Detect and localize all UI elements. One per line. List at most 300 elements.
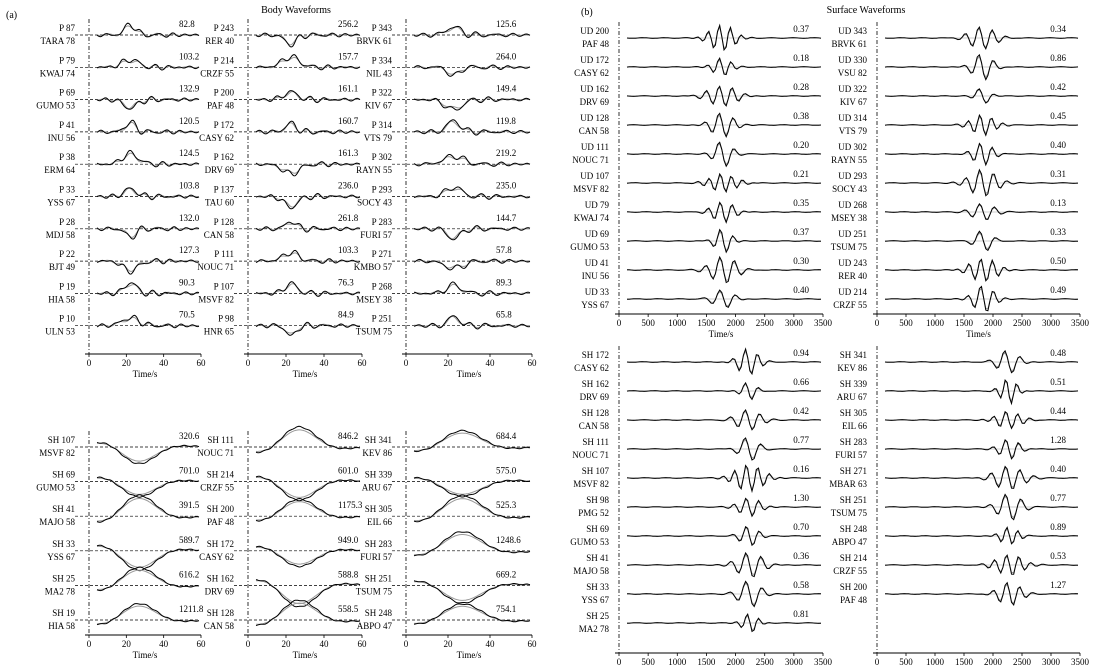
x-tick-label: 1000 [926,657,944,667]
trace-station-distance [831,242,868,252]
trace-station: PAF [207,517,223,528]
trace-station-distance [582,39,609,49]
trace-component-azimuth [582,379,609,389]
observed-trace [414,282,530,296]
trace-amplitude: 157.7 [338,51,359,62]
trace-azimuth: 293 [853,171,867,181]
observed-trace [885,351,1078,373]
trace-distance: 48 [225,100,234,111]
trace-component: SH [586,495,598,505]
trace-station-distance [580,392,610,402]
trace-component-azimuth [581,142,609,152]
trace-component: P [213,23,219,33]
trace-azimuth: 268 [853,200,867,210]
trace-amplitude: 144.7 [496,212,517,223]
trace-azimuth: 33 [600,582,609,592]
trace-component: P [371,184,377,195]
x-tick-label: 3500 [814,657,832,667]
trace-amplitude: 0.40 [1050,464,1066,474]
trace-station: MSVF [573,184,598,194]
trace-component-azimuth [214,88,235,98]
trace-component-azimuth [838,84,867,94]
trace-station: INU [47,132,64,143]
trace-component: P [213,216,219,227]
trace-component: SH [364,573,377,584]
trace-station-distance [362,448,392,458]
trace-azimuth: 251 [853,495,867,505]
trace-station: MAJO [39,517,64,528]
trace-amplitude: 0.28 [793,82,809,92]
trace-amplitude: 0.35 [793,198,809,208]
trace-station: GUMO [36,100,64,111]
trace-azimuth: 243 [853,258,867,268]
x-tick-label: 1500 [955,657,973,667]
trace-component: P [371,281,377,292]
trace-station-distance [205,36,234,46]
trace-amplitude: 0.86 [1050,53,1066,63]
trace-amplitude: 1.27 [1050,580,1066,590]
trace-station-distance [582,271,610,281]
trace-station: CRZF [833,566,856,576]
trace-amplitude: 846.2 [338,431,359,441]
trace-azimuth: 172 [595,55,609,65]
trace-distance: 63 [858,479,867,489]
trace-distance: 69 [600,97,609,107]
x-tick-label: 0 [874,318,880,328]
trace-distance: 57 [858,450,867,460]
trace-station-distance [574,213,610,223]
trace-component: UD [584,258,598,268]
trace-component: SH [582,437,594,447]
x-tick-label: 3500 [1071,657,1089,667]
trace-amplitude: 82.8 [179,19,195,29]
trace-amplitude: 264.0 [496,51,517,62]
trace-station: HIA [48,621,64,631]
trace-component-azimuth [585,200,610,210]
trace-amplitude: 132.0 [179,212,200,223]
trace-azimuth: 341 [378,435,392,445]
trace-component: SH [586,611,598,621]
observed-trace [97,443,199,464]
trace-station-distance [356,36,392,46]
trace-amplitude: 84.9 [338,309,354,320]
trace-azimuth: 111 [596,437,609,447]
trace-station: RAYN [831,155,856,165]
trace-station-distance [36,483,75,493]
trace-component-azimuth [580,84,609,94]
trace-component-azimuth [207,608,235,618]
trace-azimuth: 162 [595,379,609,389]
trace-distance: 57 [383,551,392,562]
trace-station-distance [200,483,234,493]
x-tick-label: 60 [527,358,537,368]
trace-component: P [59,281,64,292]
x-tick-label: 0 [86,358,92,368]
trace-station: PAF [582,39,598,49]
trace-station: DRV [579,392,598,402]
trace-station: CASY [199,132,223,143]
x-tick-label: 60 [196,639,206,649]
trace-distance: 38 [383,294,392,305]
trace-station: MSEY [831,213,856,223]
trace-station-distance [47,198,75,208]
trace-amplitude: 669.2 [496,569,517,580]
trace-station-distance [45,586,76,596]
trace-station: EIL [842,421,856,431]
trace-amplitude: 57.8 [496,245,512,256]
trace-component-azimuth [580,171,609,181]
trace-component-azimuth [585,229,610,239]
trace-component-azimuth [372,88,392,98]
trace-station-distance [832,537,868,547]
trace-azimuth: 25 [600,611,609,621]
trace-azimuth: 19 [66,281,75,292]
trace-distance: 58 [66,229,75,240]
trace-amplitude: 0.37 [793,227,809,237]
trace-distance: 69 [225,586,234,597]
trace-station-distance [831,155,867,165]
trace-azimuth: 111 [596,142,609,152]
trace-azimuth: 33 [66,538,75,549]
trace-distance: 67 [858,97,867,107]
trace-component-azimuth [59,120,75,130]
trace-azimuth: 128 [220,608,234,618]
trace-distance: 65 [225,326,234,337]
trace-distance: 75 [858,242,867,252]
trace-azimuth: 293 [378,184,392,195]
trace-distance: 67 [600,595,609,605]
trace-station: PMG [578,508,598,518]
trace-amplitude: 90.3 [179,277,195,288]
trace-station: NOUC [572,450,598,460]
x-tick-label: 0 [245,358,251,368]
trace-distance: 86 [858,363,867,373]
trace-amplitude: 1248.6 [496,534,521,545]
trace-azimuth: 98 [225,313,234,324]
trace-component: P [371,23,377,33]
trace-azimuth: 172 [220,119,234,130]
trace-station: VTS [838,126,856,136]
trace-station: DRV [579,97,598,107]
trace-component-azimuth [365,504,393,514]
trace-azimuth: 111 [221,249,234,260]
trace-azimuth: 251 [378,573,392,584]
x-axis-label: Time/s [132,369,158,379]
x-tick-label: 1000 [668,318,687,328]
trace-amplitude: 0.53 [1050,551,1066,561]
trace-station-distance [840,595,867,605]
trace-station-distance [39,448,75,458]
observed-trace [885,467,1078,489]
trace-station-distance [570,537,609,547]
trace-distance: 58 [600,126,609,136]
trace-station-distance [48,294,75,304]
trace-distance: 69 [600,392,609,402]
trace-component-azimuth [372,23,393,33]
trace-component-azimuth [48,435,76,445]
trace-component-azimuth [838,142,867,152]
trace-component: UD [580,171,594,181]
trace-component-azimuth [214,120,234,130]
trace-station-distance [205,165,235,175]
trace-amplitude: 525.3 [496,500,517,511]
trace-amplitude: 0.45 [1050,111,1066,121]
trace-component: UD [580,84,594,94]
trace-component-azimuth [59,314,75,324]
trace-station: MBAR [829,479,856,489]
trace-station: ULN [45,326,64,337]
trace-amplitude: 125.6 [496,19,517,29]
trace-component-azimuth [207,470,235,480]
trace-distance: 66 [383,517,392,528]
trace-distance: 67 [858,392,867,402]
trace-component-azimuth [365,435,392,445]
trace-distance: 58 [66,294,75,305]
x-tick-label: 2000 [984,318,1002,328]
trace-distance: 40 [225,36,234,46]
observed-trace [885,380,1078,403]
trace-azimuth: 41 [600,258,609,268]
trace-station-distance [570,242,609,252]
x-tick-label: 1000 [668,657,687,667]
trace-station: CRZF [200,68,223,79]
trace-component: SH [52,573,64,584]
trace-component: P [371,216,377,227]
trace-station: MA2 [578,624,598,634]
trace-azimuth: 162 [595,84,609,94]
trace-distance: 78 [66,586,75,597]
trace-station-distance [364,133,393,143]
trace-component: UD [838,26,852,36]
trace-station: ABPO [356,621,381,631]
trace-component: UD [838,55,852,65]
trace-azimuth: 243 [220,23,234,33]
trace-component-azimuth [372,314,392,324]
trace-station: GUMO [570,242,598,252]
trace-component-azimuth [580,26,609,36]
trace-component-azimuth [59,23,75,33]
trace-amplitude: 0.36 [793,551,809,561]
observed-trace [256,322,360,335]
trace-distance: 58 [225,229,234,240]
trace-station-distance [199,133,234,143]
trace-station-distance [360,552,392,562]
trace-amplitude: 160.7 [338,115,359,126]
trace-component: SH [839,466,852,476]
trace-distance: 75 [858,508,867,518]
trace-component-azimuth [585,258,609,268]
trace-amplitude: 0.81 [793,609,809,619]
trace-component: SH [581,466,594,476]
trace-station-distance [356,294,392,304]
trace-component: UD [838,113,852,123]
trace-station: DRV [204,165,223,176]
trace-distance: 58 [225,621,234,631]
trace-azimuth: 334 [378,55,392,66]
x-tick-label: 0 [403,639,409,649]
observed-trace [414,226,530,240]
trace-component-azimuth [586,611,609,621]
trace-component: P [371,87,377,98]
trace-station-distance [205,198,235,208]
trace-azimuth: 302 [378,152,392,163]
trace-component: P [371,152,377,163]
observed-trace [627,349,821,374]
trace-station: GUMO [36,482,64,493]
trace-station: DRV [204,586,223,597]
trace-station-distance [360,230,392,240]
trace-component: UD [838,258,852,268]
trace-distance: 48 [858,595,867,605]
trace-component: SH [207,435,219,445]
trace-distance: 71 [225,262,234,273]
trace-amplitude: 70.5 [179,309,195,320]
trace-component: SH [839,437,852,447]
trace-distance: 79 [383,132,392,143]
trace-distance: 53 [600,537,609,547]
trace-component-azimuth [207,504,235,514]
observed-trace [627,527,821,546]
trace-distance: 62 [225,551,234,562]
trace-amplitude: 0.94 [793,348,809,358]
trace-component: SH [586,582,598,592]
trace-station: KIV [839,97,856,107]
trace-azimuth: 162 [220,152,234,163]
trace-component: P [59,313,64,324]
trace-station: MSVF [39,448,64,458]
trace-azimuth: 41 [66,119,75,130]
trace-station: CAN [578,421,598,431]
trace-component: P [371,119,377,130]
trace-station: MA2 [44,586,64,597]
trace-component-azimuth [372,120,393,130]
trace-amplitude: 0.40 [1050,140,1066,150]
trace-station-distance [579,126,610,136]
trace-component: SH [839,495,852,505]
trace-station: CAN [203,229,223,240]
trace-azimuth: 38 [66,152,75,163]
trace-distance: 75 [383,326,392,337]
trace-amplitude: 0.49 [1050,285,1066,295]
trace-component-azimuth [214,55,235,65]
trace-distance: 71 [600,450,609,460]
trace-component: UD [838,142,852,152]
trace-azimuth: 214 [853,553,867,563]
trace-station-distance [573,479,609,489]
trace-amplitude: 149.4 [496,83,517,94]
trace-amplitude: 684.4 [496,431,517,441]
trace-station: VSU [837,68,856,78]
trace-distance: 62 [225,132,234,143]
trace-component-azimuth [59,281,75,291]
trace-component: SH [47,435,60,445]
x-tick-label: 0 [403,358,409,368]
trace-component-azimuth [52,573,75,583]
trace-distance: 58 [66,517,75,528]
trace-amplitude: 1.30 [793,493,809,503]
trace-azimuth: 128 [220,216,234,227]
trace-component: P [213,87,219,98]
x-tick-label: 2500 [755,657,774,667]
trace-amplitude: 0.89 [1050,522,1066,532]
trace-amplitude: 256.2 [338,19,359,29]
trace-station: KWAJ [573,213,598,223]
trace-distance: 82 [66,448,75,458]
x-tick-label: 3500 [1071,318,1089,328]
observed-trace [627,383,821,400]
trace-azimuth: 339 [378,469,392,480]
trace-distance: 38 [858,213,867,223]
trace-amplitude: 0.31 [1050,169,1066,179]
surface-waveforms-title: Surface Waveforms [826,5,906,16]
trace-azimuth: 137 [220,184,234,195]
trace-distance: 43 [383,68,392,79]
trace-azimuth: 214 [220,55,234,66]
trace-component-azimuth [586,582,609,592]
trace-azimuth: 107 [595,466,609,476]
trace-amplitude: 0.37 [793,24,809,34]
trace-distance: 55 [858,155,867,165]
trace-component: SH [839,350,852,360]
trace-distance: 67 [600,300,609,310]
trace-component: UD [838,229,852,239]
trace-station-distance [574,68,609,78]
x-tick-label: 20 [281,358,291,368]
synthetic-trace [256,581,360,604]
trace-component-azimuth [59,185,75,195]
trace-station-distance [839,126,868,136]
trace-station-distance [581,595,609,605]
trace-component: SH [839,553,852,563]
x-tick-label: 3000 [784,657,803,667]
trace-component: UD [580,142,594,152]
trace-station-distance [204,621,235,631]
trace-distance: 48 [225,517,234,528]
trace-component: SH [206,538,219,549]
trace-azimuth: 305 [378,504,392,515]
trace-station: SOCY [832,184,856,194]
x-tick-label: 3000 [1042,318,1060,328]
trace-distance: 67 [66,551,75,562]
trace-azimuth: 128 [595,408,609,418]
trace-amplitude: 949.0 [338,534,359,545]
trace-component-azimuth [372,185,393,195]
x-tick-label: 20 [443,639,453,649]
trace-amplitude: 0.38 [793,111,809,121]
x-tick-label: 1000 [926,318,944,328]
trace-component-azimuth [214,217,235,227]
trace-component-azimuth [59,152,75,162]
trace-station: CRZF [200,482,223,493]
trace-station: EIL [367,517,381,528]
trace-azimuth: 339 [853,379,867,389]
x-tick-label: 2000 [726,318,745,328]
x-tick-label: 2000 [726,657,745,667]
trace-station: MDJ [45,229,64,240]
trace-station: YSS [581,300,598,310]
trace-distance: 60 [225,197,234,208]
trace-station-distance [46,230,76,240]
trace-component-azimuth [365,470,393,480]
trace-amplitude: 0.51 [1050,377,1066,387]
trace-amplitude: 89.3 [496,277,512,288]
trace-station-distance [45,327,75,337]
trace-station: PAF [207,100,223,111]
observed-trace [97,545,199,571]
trace-station-distance [362,483,393,493]
trace-component-azimuth [207,539,234,549]
trace-station-distance [579,624,610,634]
